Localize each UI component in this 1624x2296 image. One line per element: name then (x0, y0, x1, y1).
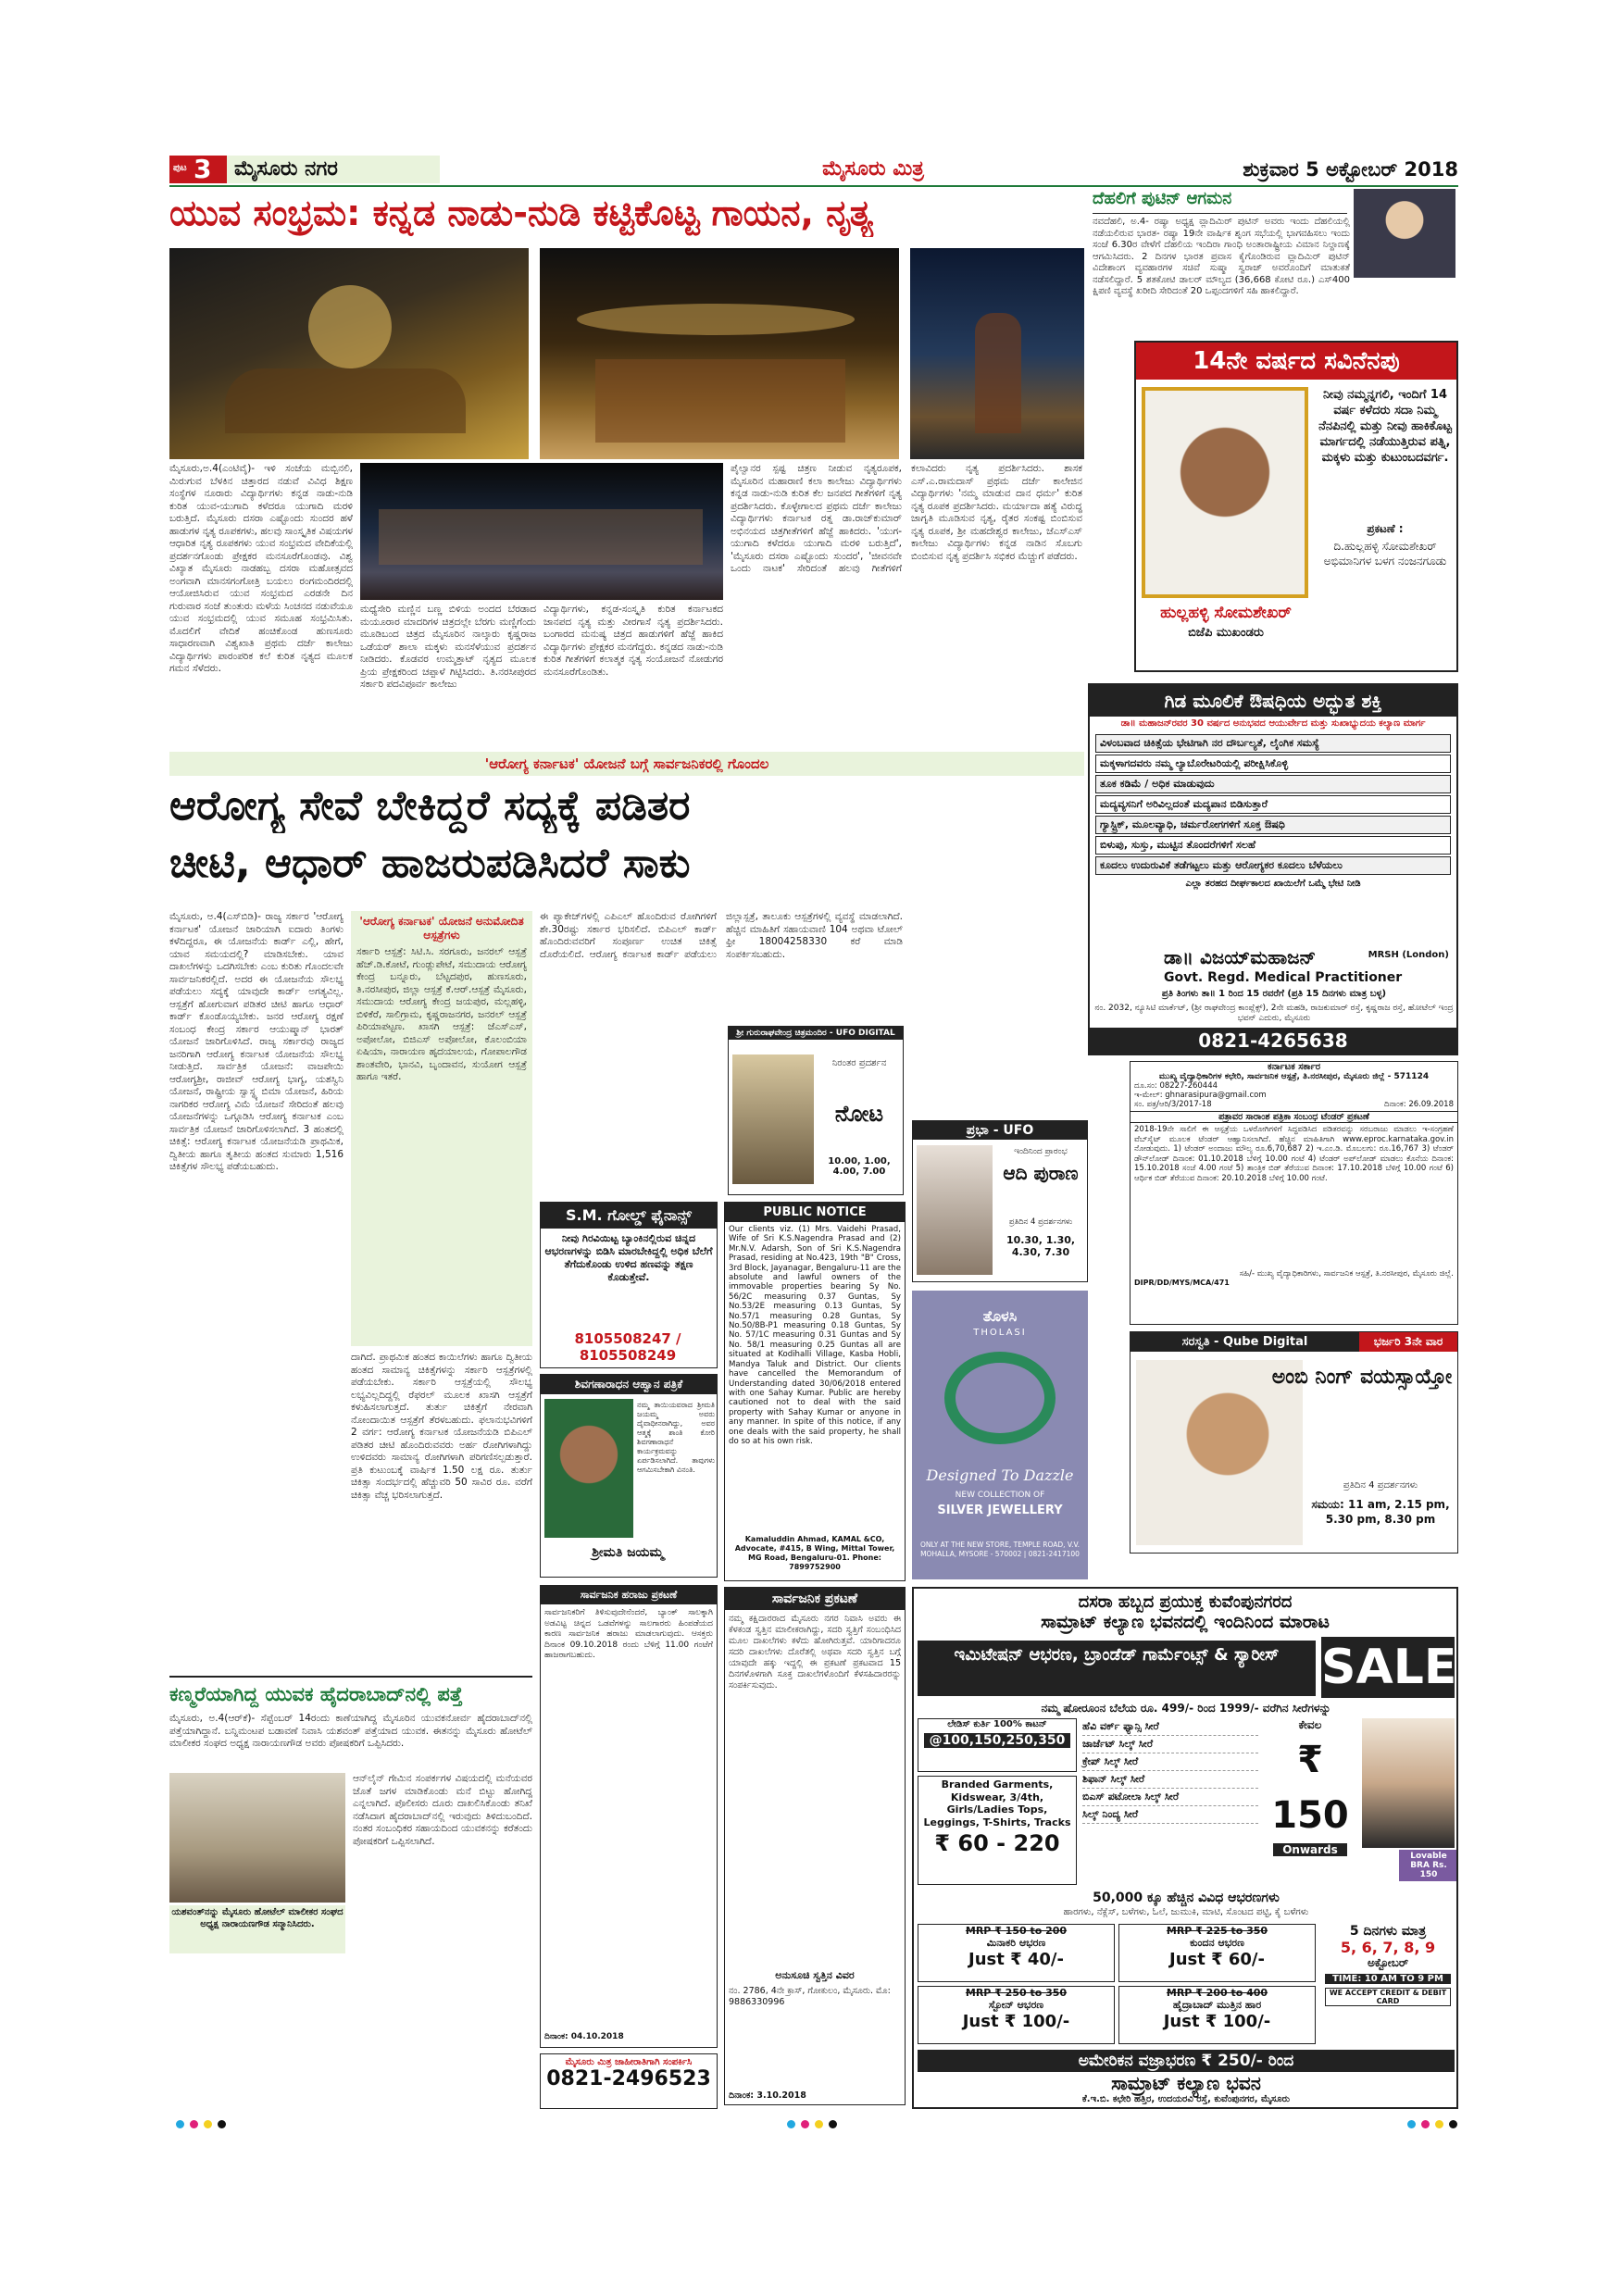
tender-body: 2018-19ನೇ ಸಾಲಿಗೆ ಈ ಆಸ್ಪತ್ರೆಯ ಒಳರೋಗಿಗಳಿಗೆ ಸಿದ್ಧಪಡಿಸಿದ ಪಡಿತರವನ್ನು ಸರಬರಾಜು ಮಾಡಲು ಇ-ಸಂಗ್ರಹಣೆ ವೆಬ್‌ಸೈಟ್ ಮೂಲಕ ಟೆಂಡರ್ ಆಹ್ವಾನಿಸಲಾಗಿದೆ. ಹೆಚ್ಚಿನ ಮಾಹಿತಿಗಾಗಿ www.eproc.karnataka.gov.in ನೋಡುವುದು. 1) ಟೆಂಡರ್ ಅಂದಾಜು ಮೌಲ್ಯ ರೂ.6,70,687 2) ಇ.ಎಂ.ಡಿ. ಮೊಬಲಗು: ರೂ.16,767 3) ಟೆಂಡರ್ ಡೌನ್‌ಲೋಡ್ ದಿನಾಂಕ: 01.10.2018 ಬೆಳಿಗ್ಗೆ 10.00 ಗಂಟೆ 4) ಟೆಂಡರ್ ಅಪ್‌ಲೋಡ್ ಮಾಡಲು ಕೊನೆಯ ದಿನಾಂಕ: 15.10.2018 ಸಂಜೆ 4.00 ಗಂಟೆ 5) ತಾಂತ್ರಿಕ ಬಿಡ್ ತೆರೆಯುವ ದಿನಾಂಕ: 17.10.2018 ಬೆಳಿಗ್ಗೆ 10.00 ಗಂಟೆ 6) ಆರ್ಥಿಕ ಬಿಡ್ ತೆರೆಯುವ ದಿನಾಂಕ: 20.10.2018 ಬೆಳಿಗ್ಗೆ 10.00 ಗಂಟೆ. (1134, 1125, 1454, 1183)
prabha-film: ಆದಿ ಪುರಾಣ (1003, 1162, 1079, 1184)
missing-photo (169, 1773, 345, 1903)
herbal-phone: 0821-4265638 (1090, 1028, 1456, 1054)
herbal-service-item: ಮದ್ಯವ್ಯಸನಿಗೆ ಅರಿವಿಲ್ಲದಂತೆ ಮದ್ಯಪಾನ ಬಿಡಿಸುತ್ತಾರೆ (1095, 795, 1451, 814)
main-headline: ಯುವ ಸಂಭ್ರಮ: ಕನ್ನಡ ನಾಡು-ನುಡಿ ಕಟ್ಟಿಕೊಟ್ಟ ಗಾಯನ, ನೃತ್ಯ (169, 193, 874, 233)
health-story-col2: ದಾಗಿದೆ. ಪ್ರಾಥಮಿಕ ಹಂತದ ಕಾಯಿಲೆಗಳು ಹಾಗೂ ದ್ವಿತೀಯ ಹಂತದ ಸಾಮಾನ್ಯ ಚಿಕಿತ್ಸೆಗಳನ್ನು ಸರ್ಕಾರಿ ಆಸ್ಪತ್ರೆಗಳಲ್ಲಿ ಪಡೆಯಬೇಕು. ಸರ್ಕಾರಿ ಆಸ್ಪತ್ರೆಯಲ್ಲಿ ಸೌಲಭ್ಯ ಲಭ್ಯವಿಲ್ಲದಿದ್ದಲ್ಲಿ ರೆಫರಲ್ ಮೂಲಕ ಖಾಸಗಿ ಆಸ್ಪತ್ರೆಗೆ ಕಳುಹಿಸಲಾಗುತ್ತದೆ. ತುರ್ತು ಚಿಕಿತ್ಸೆಗೆ ನೇರವಾಗಿ ನೋಂದಾಯಿತ ಆಸ್ಪತ್ರೆಗೆ ತೆರಳಬಹುದು. ಫಲಾನುಭವಿಗಳಿಗೆ 2 ವರ್ಗ: ಆರೋಗ್ಯ ಕರ್ನಾಟಕ ಯೋಜನೆಯಡಿ ಬಿಪಿಎಲ್ ಪಡಿತರ ಚೀಟಿ ಹೊಂದಿರುವವರು ಅರ್ಹ ರೋಗಿಗಳಾಗಿದ್ದು ಉಳಿದವರು ಸಾಮಾನ್ಯ ರೋಗಿಗಳಾಗಿ ಪರಿಗಣಿಸಲ್ಪಡುತ್ತಾರೆ. ಪ್ರತಿ ಕುಟುಂಬಕ್ಕೆ ವಾರ್ಷಿಕ 1.50 ಲಕ್ಷ ರೂ. ತುರ್ತು ಚಿಕಿತ್ಸಾ ಸಂದರ್ಭದಲ್ಲಿ ಹೆಚ್ಚುವರಿ 50 ಸಾವಿರ ರೂ. ವರೆಗೆ ಚಿಕಿತ್ಸಾ ವೆಚ್ಚ ಭರಿಸಲಾಗುತ್ತದೆ. (351, 1352, 532, 1501)
saraswathi-film: ಅಂಬಿ ನಿಂಗ್ ವಯಸ್ಸಾಯ್ತೋ (1271, 1366, 1453, 1389)
main-story-col1: ಮೈಸೂರು,ಅ.4(ಎಂಟಿವೈ)- ಇಳಿ ಸಂಜೆಯ ಮಬ್ಬಿನಲಿ, ಮಿರುಗುವ ಬೆಳಕಿನ ಚಿತ್ತಾರದ ನಡುವೆ ವಿವಿಧ ಶಿಕ್ಷಣ ಸಂಸ್ಥೆಗಳ ನೂರಾರು ವಿದ್ಯಾರ್ಥಿಗಳು ಕನ್ನಡ ನಾಡು-ನುಡಿ ಕುರಿತ ಯುವ-ಯುಗಾದಿ ಕಳೆದರೂ ಯುಗಾದಿ ಮರಳಿ ಬರುತ್ತಿದೆ. ಮೈಸೂರು ದಸರಾ ಎಷ್ಟೊಂದು ಸುಂದರ ಹಳೆ ಹಾಡುಗಳ ನೃತ್ಯ ರೂಪಕಗಳು, ಹಲವು ಸಾಂಸ್ಕೃತಿಕ ವಿಷಯಗಳ ಆಧಾರಿತ ನೃತ್ಯ ರೂಪಕಗಳು ಯುವ ಸಂಭ್ರಮದ ವೇದಿಕೆಯಲ್ಲಿ ಪ್ರದರ್ಶನಗೊಂಡು ಪ್ರೇಕ್ಷಕರ ಮನಸೂರೆಗೊಂಡವು. ವಿಶ್ವ ವಿಖ್ಯಾತ ಮೈಸೂರು ನಾಡಹಬ್ಬ ದಸರಾ ಮಹೋತ್ಸವದ ಅಂಗವಾಗಿ ಮಾನಸಗಂಗೋತ್ರಿ ಬಯಲು ರಂಗಮಂದಿರದಲ್ಲಿ ಆಯೋಜಿಸಿರುವ ಯುವ ಸಂಭ್ರಮದ ಎರಡನೇ ದಿನ ಗುರುವಾರ ಸಂಜೆ ತುಂತುರು ಮಳೆಯ ಸಿಂಚನದ ನಡುವೆಯೂ ಯುವ ಸಂಭ್ರಮದಲ್ಲಿ ಯುವ ಸಮೂಹ ಸಂಭ್ರಮಿಸಿತು. ಮೊದಲಿಗೆ ವೇದಿಕೆ ಹಂಚಿಕೊಂಡ ಹುಣಸೂರು ಸಾಧಾರಣವಾಗಿ ವಿಶ್ವಖಾತಿ ಪ್ರಥಮ ದರ್ಜೆ ಕಾಲೇಜು ವಿದ್ಯಾರ್ಥಿಗಳು ಪಾರಂಪರಿಕ ಕಲೆ ಕುರಿತ ನೃತ್ಯದ ಮೂಲಕ ಗಮನ ಸೆಳೆದರು. (169, 463, 353, 674)
section-label: ಮೈಸೂರು ನಗರ (227, 156, 440, 183)
sale-venue-address: ಕೆ.ಇ.ಬಿ. ಕಛೇರಿ ಹತ್ತಿರ, ಉದಯರವಿ ರಸ್ತೆ, ಕುವೆಂಪುನಗರ, ಮೈಸೂರು (1081, 2094, 1291, 2104)
main-story-col4: ಪೈಲ್ವಾನರ ಸ್ಪಷ್ಟ ಚಿತ್ರಣ ನೀಡುವ ನೃತ್ಯರೂಪಕ, ಮೈಸೂರಿನ ಮಹಾರಾಣಿ ಕಲಾ ಕಾಲೇಜು ವಿದ್ಯಾರ್ಥಿಗಳು ಕನ್ನಡ ನಾಡು-ನುಡಿ ಕುರಿತ ಕೆಲ ಜನಪದ ಗೀತೆಗಳಿಗೆ ನೃತ್ಯ ಪ್ರದರ್ಶಿಸಿದರು. ಕೊಳ್ಳೇಗಾಲದ ಪ್ರಥಮ ದರ್ಜೆ ಕಾಲೇಜು ವಿದ್ಯಾರ್ಥಿಗಳು ಕರ್ನಾಟಕ ರತ್ನ ಡಾ.ರಾಜ್‌ಕುಮಾರ್ ಅಭಿನಯದ ಚಿತ್ರಗೀತೆಗಳಿಗೆ ಹೆಜ್ಜೆ ಹಾಕಿದರು. 'ಯುಗ-ಯುಗಾದಿ ಕಳೆದರೂ ಯುಗಾದಿ ಮರಳಿ ಬರುತ್ತಿದೆ', 'ಮೈಸೂರು ದಸರಾ ಎಷ್ಟೊಂದು ಸುಂದರ', 'ಜೀವನವೇ ಒಂದು ನಾಟಕ' ಸೇರಿದಂತೆ ಹಲವು ಗೀತೆಗಳಿಗೆ ಕಲಾವಿದರು ನೃತ್ಯ ಪ್ರದರ್ಶಿಸಿದರು. ಶಾಸಕ ಎಸ್.ಎ.ರಾಮದಾಸ್ ಪ್ರಥಮ ದರ್ಜೆ ಕಾಲೇಜಿನ ವಿದ್ಯಾರ್ಥಿಗಳು 'ನಮ್ಮ ಮಾಡುವ ದಾನ ಧರ್ಮ' ಕುರಿತ ನೃತ್ಯ ರೂಪಕ ಪ್ರದರ್ಶಿಸಿದರು. ಮರ್ಯಾದಾ ಹತ್ಯೆ ವಿರುದ್ಧ ಜಾಗೃತಿ ಮೂಡಿಸುವ ನೃತ್ಯ, ರೈತರ ಸಂಕಷ್ಟ ಬಿಂಬಿಸುವ ನೃತ್ಯ ರೂಪಕ, ಶ್ರೀ ಮಹದೇಶ್ವರ ಕಾಲೇಜು, ಜೆಎಸ್ಎಸ್ ಕಾಲೇಜು ವಿದ್ಯಾರ್ಥಿಗಳು ಕನ್ನಡ ನಾಡಿನ ಸೊಬಗು ಬಿಂಬಿಸುವ ನೃತ್ಯ ಪ್ರದರ್ಶಿಸಿ ಸಭಿಕರ ಮೆಚ್ಚುಗೆ ಪಡೆದರು. (731, 463, 1082, 574)
tender-ref: ಸಂ. ಪತ್ರ/ಆರಿ/3/2017-18 (1134, 1100, 1212, 1109)
main-story-col3: ವಿದ್ಯಾರ್ಥಿಗಳು, ಕನ್ನಡ-ಸಂಸ್ಕೃತಿ ಕುರಿತ ಕರ್ನಾಟಕದ ಜಾನಪದ ನೃತ್ಯ ಮತ್ತು ವೀರಗಾಸೆ ನೃತ್ಯ ಪ್ರದರ್ಶಿಸಿದರು. ಬಂಗಾರದ ಮನುಷ್ಯ ಚಿತ್ರದ ಹಾಡುಗಳಿಗೆ ಹೆಜ್ಜೆ ಹಾಕಿದ ವಿದ್ಯಾರ್ಥಿಗಳು ಪ್ರೇಕ್ಷಕರ ಮನಗೆದ್ದರು. ಕನ್ನಡದ ನಾಡು-ನುಡಿ ಕುರಿತ ಗೀತೆಗಳಿಗೆ ಕಲಾತ್ಮಕ ನೃತ್ಯ ಸಂಯೋಜನೆ ನೋಡುಗರ ಮನಸೂರೆಗೊಂಡಿತು. (543, 604, 723, 678)
cinema-ad-title: ಶ್ರೀ ಗುರುರಾಘವೇಂದ್ರ ಚಿತ್ರಮಂದಿರ - UFO DIGITAL (729, 1027, 903, 1040)
tender-phone: ದೂ.ಸಂ: 08227-260444 (1134, 1081, 1218, 1091)
prabha-poster (917, 1145, 993, 1275)
registration-dot-yellow (815, 2120, 823, 2128)
putin-story (1093, 189, 1458, 339)
registration-dot-cyan (176, 2120, 184, 2128)
sale-days-block: 5 ದಿನಗಳು ಮಾತ್ರ 5, 6, 7, 8, 9 ಅಕ್ಟೋಬರ್ TIME: 10 AM TO 9 PM WE ACCEPT CREDIT & DEBIT CARD (1321, 1924, 1455, 2044)
health-story-col1: ಮೈಸೂರು, ಅ.4(ಎಸ್‌ಬಿಡಿ)- ರಾಜ್ಯ ಸರ್ಕಾರ 'ಆರೋಗ್ಯ ಕರ್ನಾಟಕ' ಯೋಜನೆ ಜಾರಿಯಾಗಿ ಐದಾರು ತಿಂಗಳು ಕಳೆದಿದ್ದರೂ, ಈ ಯೋಜನೆಯ ಕಾರ್ಡ್ ಎಲ್ಲಿ, ಹೇಗೆ, ಯಾವ ಸಮಯದಲ್ಲಿ? ಮಾಡಿಸಬೇಕು. ಯಾವ ದಾಖಲೆಗಳನ್ನು ಒದಗಿಸಬೇಕು ಎಂಬ ಕುರಿತು ಗೊಂದಲವೇ ಸಾರ್ವಜನಿಕರಲ್ಲಿದೆ. ಅದರ ಈ ಯೋಜನೆಯ ಸೌಲಭ್ಯ ಪಡೆಯಲು ಸದ್ಯಕ್ಕೆ ಯಾವುದೇ ಕಾರ್ಡ್ ಅಗತ್ಯವಿಲ್ಲ. ಆಸ್ಪತ್ರೆಗೆ ಹೋಗುವಾಗ ಪಡಿತರ ಚೀಟಿ ಹಾಗೂ ಆಧಾರ್ ಕಾರ್ಡ್ ಕೊಂಡೊಯ್ಯಬೇಕು. ಜನರ ಆರೋಗ್ಯ ರಕ್ಷಣೆ ಸಂಬಂಧ ಕೇಂದ್ರ ಸರ್ಕಾರ ಆಯುಷ್ಮಾನ್ ಭಾರತ್ ಯೋಜನೆ ಜಾರಿಗೊಳಿಸಿದೆ. ರಾಜ್ಯ ಸರ್ಕಾರವು ರಾಜ್ಯದ ಜನರಿಗಾಗಿ ಆರೋಗ್ಯ ಕರ್ನಾಟಕ ಯೋಜನೆಯ ಸೌಲಭ್ಯ ನೀಡುತ್ತಿದೆ. ಸಾರ್ವತ್ರಿಕ ಯೋಜನೆ: ವಾಜಪೇಯಿ ಆರೋಗ್ಯಶ್ರೀ, ರಾಜೀವ್ ಆರೋಗ್ಯ ಭಾಗ್ಯ, ಯಶಸ್ವಿನಿ ಯೋಜನೆ, ರಾಷ್ಟ್ರೀಯ ಸ್ವಾಸ್ಥ್ಯ ಬಿಮಾ ಯೋಜನೆ, ಹಿರಿಯ ನಾಗರಿಕರ ಆರೋಗ್ಯ ವಿಮೆ ಯೋಜನೆ ಸೇರಿದಂತೆ ಹಲವು ಯೋಜನೆಗಳನ್ನು ಒಗ್ಗೂಡಿಸಿ ಆರೋಗ್ಯ ಕರ್ನಾಟಕ ಎಂಬ ಸಾರ್ವತ್ರಿಕ ಯೋಜನೆ ಜಾರಿಗೊಳಿಸಲಾಗಿದೆ. 3 ಹಂತದಲ್ಲಿ ಚಿಕಿತ್ಸೆ: ಆರೋಗ್ಯ ಕರ್ನಾಟಕ ಯೋಜನೆಯಡಿ ಪ್ರಾಥಮಿಕ, ದ್ವಿತೀಯ ಹಾಗೂ ತೃತೀಯ ಹಂತದ ಸುಮಾರು 1,516 ಚಿಕಿತ್ಸೆಗಳ ಸೌಲಭ್ಯ ಪಡೆಯಬಹುದು. (169, 911, 344, 1172)
sale-word: SALE (1321, 1637, 1455, 1698)
herbal-practitioner: Govt. Regd. Medical Practitioner (1164, 970, 1403, 985)
public-notice-title: PUBLIC NOTICE (725, 1203, 905, 1222)
sale-ad (912, 1587, 1458, 2109)
memorial-ad (1134, 341, 1458, 672)
memorial-title: 14ನೇ ವರ್ಷದ ಸವಿನೆನಪು (1136, 343, 1456, 380)
putin-story-title: ದೆಹಲಿಗೆ ಪುಟಿನ್ ಆಗಮನ (1093, 189, 1347, 214)
sale-offer-price: Just ₹ 100/- (962, 2012, 1070, 2031)
sale-price-note: ನಮ್ಮ ಷೋರೂಂನ ಬೆಲೆಯ ರೂ. 499/- ರಿಂದ 1999/- ವರೆಗಿನ ಸೀರೆಗಳನ್ನು (1041, 1702, 1331, 1715)
sale-saree-item: ಕ್ರೇಪ್ ಸಿಲ್ಕ್ ಸೀರೆ (1082, 1753, 1258, 1771)
sale-bra-badge: Lovable BRA Rs. 150 (1399, 1850, 1458, 1881)
health-sidebar-title: 'ಆರೋಗ್ಯ ಕರ್ನಾಟಕ' ಯೋಜನೆ ಅನುಮೋದಿತ ಆಸ್ಪತ್ರೆಗಳು (359, 915, 524, 942)
sale-saree-list (1082, 1718, 1258, 1885)
sale-price-block: ಕೇವಲ ₹ 150 Onwards (1271, 1718, 1349, 1856)
finance-body: ನೀವು ಗಿರವಿಯಿಟ್ಟ ಬ್ಯಾಂಕಿನಲ್ಲಿರುವ ಚಿನ್ನದ ಆಭರಣಗಳನ್ನು ಬಿಡಿಸಿ ಮಾರಬೇಕಿದ್ದಲ್ಲಿ ಅಧಿಕ ಬೆಲೆಗೆ ತೆಗೆದುಕೊಂಡು ಉಳಿದ ಹಣವನ್ನು ತಕ್ಷಣ ಕೊಡುತ್ತೇವೆ. (544, 1232, 713, 1283)
prabha-times: 10.30, 1.30, 4.30, 7.30 (1006, 1234, 1076, 1258)
cinema-poster (732, 1054, 814, 1184)
herbal-doctor: ಡಾ॥ ವಿಜಯ್‌ಮಹಾಜನ್ (1164, 946, 1317, 968)
obituary-title: ಶಿವಗಣಾರಾಧನ ಆಹ್ವಾನ ಪತ್ರಿಕೆ (541, 1375, 717, 1394)
dance-photo-1 (169, 248, 529, 459)
memorial-name: ಹುಲ್ಲಹಳ್ಳಿ ಸೋಮಶೇಖರ್ (1160, 604, 1292, 622)
sale-offer-item: ಹೈದ್ರಾಬಾದ್ ಮುತ್ತಿನ ಹಾರ (1172, 1999, 1262, 2011)
health-headline-1: ಆರೋಗ್ಯ ಸೇವೆ ಬೇಕಿದ್ದರೆ ಸದ್ಯಕ್ಕೆ ಪಡಿತರ (169, 782, 691, 830)
auction-notice (540, 1585, 718, 2048)
page-number-badge: ಪುಟ 3 (169, 156, 227, 183)
health-headline-2: ಚೀಟಿ, ಆಧಾರ್ ಹಾಜರುಪಡಿಸಿದರೆ ಸಾಕು (169, 840, 691, 887)
tholasi-tag2: NEW COLLECTION OF (955, 1491, 1045, 1500)
registration-dot-magenta (190, 2120, 198, 2128)
herbal-footer-note: ಎಲ್ಲಾ ತರಹದ ದೀರ್ಘಕಾಲದ ಖಾಯಿಲೆಗೆ ಒಮ್ಮೆ ಭೇಟಿ ನೀಡಿ (1185, 879, 1361, 889)
registration-dot-black (218, 2120, 226, 2128)
public-notice-kn (724, 1587, 906, 2105)
sale-offer-mrp: MRP ₹ 250 to 350 (965, 1987, 1068, 1999)
missing-headline: ಕಣ್ಮರೆಯಾಗಿದ್ದ ಯುವಕ ಹೈದರಾಬಾದ್‌ನಲ್ಲಿ ಪತ್ತೆ (169, 1676, 532, 1709)
herbal-service-item: ಬಿಳುಪು, ಸುಸ್ತು, ಮುಟ್ಟಿನ ತೊಂದರೆಗಳಿಗೆ ಸಲಹೆ (1095, 836, 1451, 855)
cinema-ad-prabha (912, 1120, 1088, 1282)
sale-offer-item: ಸ್ಟೋನ್ ಆಭರಣ (988, 1999, 1044, 2011)
saraswathi-title: ಸರಸ್ವತಿ - Qube Digital (1131, 1332, 1359, 1352)
herbal-subtitle: ಡಾ॥ ಮಹಾಜನ್‌ರವರ 30 ವರ್ಷದ ಅನುಭವದ ಆಯುರ್ವೇದ ಮತ್ತು ಸುಖಾಭ್ಯುದಯ ಕಲ್ಯಾಣ ಮಾರ್ಗ (1120, 718, 1426, 729)
finance-ad (540, 1202, 718, 1368)
cinema-tagline: ನಿರಂತರ ಪ್ರದರ್ಶನ (831, 1058, 887, 1068)
public-notice-en (724, 1202, 906, 1581)
auction-body: ಸಾರ್ವಜನಿಕರಿಗೆ ತಿಳಿಸುವುದೇನೆಂದರೆ, ಬ್ಯಾಂಕ್ ಸಾಲಕ್ಕಾಗಿ ಅಡವಿಟ್ಟ ಚಿನ್ನದ ಒಡವೆಗಳನ್ನು ಸಾಲಗಾರರು ಹಿಂಪಡೆಯದ ಕಾರಣ ಸಾರ್ವಜನಿಕ ಹರಾಜು ಮಾಡಲಾಗುವುದು. ಆಸಕ್ತರು ದಿನಾಂಕ 09.10.2018 ರಂದು ಬೆಳಿಗ್ಗೆ 11.00 ಗಂಟೆಗೆ ಹಾಜರಾಗಬಹುದು. (544, 1608, 713, 1660)
sale-kids-box: Branded Garments, Kidswear, 3/4th, Girls/Ladies Tops, Leggings, T-Shirts, Tracks ₹ 60 - 220 (918, 1776, 1077, 1885)
putin-photo (1354, 189, 1455, 278)
prabha-title: ಪ್ರಭಾ - UFO (913, 1121, 1087, 1140)
sale-saree-item: ಬಿಎಸ್ ಪಟೋಲಾ ಸಿಲ್ಕ್ ಸೀರೆ (1082, 1789, 1258, 1806)
cinema-ad-saraswathi (1130, 1331, 1458, 1554)
memorial-message: ನೀವು ನಮ್ಮನ್ನಗಲಿ, ಇಂದಿಗೆ 14 ವರ್ಷ ಕಳೆದರು ಸದಾ ನಿಮ್ಮ ನೆನಪಿನಲ್ಲಿ ಮತ್ತು ನೀವು ಹಾಕಿಕೊಟ್ಟ ಮಾರ್ಗದಲ್ಲಿ ನಡೆಯುತ್ತಿರುವ ಪತ್ನಿ, ಮಕ್ಕಳು ಮತ್ತು ಕುಟುಂಬದವರ್ಗ. (1318, 388, 1452, 465)
sale-ladies-box: ಲೇಡಿಸ್ ಕುರ್ತಿ 100% ಕಾಟನ್ @100,150,250,350 (918, 1718, 1077, 1772)
herbal-timing: ಪ್ರತಿ ತಿಂಗಳು ತಾ॥ 1 ರಿಂದ 15 ರವರೆಗೆ (ಪ್ರತಿ 15 ದಿನಗಳು ಮಾತ್ರ ಬಳ್ಳ) (1161, 989, 1387, 999)
sale-jewellery-count: 50,000 ಕ್ಕೂ ಹೆಚ್ಚಿನ ವಿವಿಧ ಆಭರಣಗಳು (1093, 1890, 1280, 1905)
sale-saree-item: ಜಾರ್ಜೆಟ್ ಸಿಲ್ಕ್ ಸೀರೆ (1082, 1736, 1258, 1753)
contact-phone: 0821-2496523 (546, 2067, 711, 2090)
tender-notice-title: ಪತ್ರಾವರ ಸಾರಾಂಶ ಪತ್ರಿಕಾ ಸಂಬಂಧ ಟೆಂಡರ್ ಪ್ರಕಟಣೆ (1131, 1111, 1457, 1123)
memorial-party: ಬಿಜೆಪಿ ಮುಖಂಡರು (1188, 626, 1264, 640)
sale-jewellery-types: ಹಾರಗಳು, ನೆಕ್ಲೆಸ್, ಬಳೆಗಳು, ಓಲೆ, ಜುಮುಕಿ, ಮಾಟಿ, ಸೊಂಟದ ಪಟ್ಟಿ, ಕೈ ಬಳೆಗಳು (1063, 1907, 1309, 1917)
health-sidebar-body: ಸರ್ಕಾರಿ ಆಸ್ಪತ್ರೆ: ಸಿಟಿ.ಸಿ. ಸರಗೂರು, ಜನರಲ್ ಆಸ್ಪತ್ರೆ ಹೆಚ್.ಡಿ.ಕೋಟೆ, ಗುಂಡ್ಲುಪೇಟೆ, ಸಮುದಾಯ ಆರೋಗ್ಯ ಕೇಂದ್ರ ಬನ್ನೂರು, ಬೆಟ್ಟದಪುರ, ಹುಣಸೂರು, ತಿ.ನರಸೀಪುರ, ಜಿಲ್ಲಾ ಆಸ್ಪತ್ರೆ ಕೆ.ಆರ್.ಆಸ್ಪತ್ರೆ ಮೈಸೂರು, ಸಮುದಾಯ ಆರೋಗ್ಯ ಕೇಂದ್ರ ಜಯಪುರ, ಮಲ್ಲಹಳ್ಳಿ, ಬಿಳಿಕೆರೆ, ಸಾಲಿಗ್ರಾಮ, ಕೃಷ್ಣರಾಜನಗರ, ಜನರಲ್ ಆಸ್ಪತ್ರೆ ಪಿರಿಯಾಪಟ್ಟಣ. ಖಾಸಗಿ ಆಸ್ಪತ್ರೆ: ಜೆಎಸ್‌ಎಸ್, ಅಪೋಲೋ, ಬಿಜಿಎಸ್ ಅಪೋಲೋ, ಕೊಲಂಬಿಯಾ ಏಷಿಯಾ, ನಾರಾಯಣ ಹೃದಯಾಲಯ, ಗೋಪಾಲಗೌಡ ಶಾಂತವೇರಿ, ಭಾನವಿ, ಬೃಂದಾವನ, ಸುಯೋಗ ಆಸ್ಪತ್ರೆ ಹಾಗೂ ಇತರೆ. (356, 946, 527, 1082)
tholasi-ad (912, 1291, 1088, 1579)
sale-model-image (1362, 1718, 1455, 1848)
sale-offer-box (1118, 1924, 1316, 1982)
tholasi-logo: ತೊಳಸಿ (982, 1307, 1018, 1325)
tholasi-logo-en: THOLASI (973, 1328, 1027, 1338)
sale-offer-box (1118, 1986, 1316, 2044)
registration-dot-yellow (204, 2120, 212, 2128)
cinema-ad-guruvagavendra (728, 1026, 904, 1195)
saraswathi-note: ಪ್ರತಿದಿನ 4 ಪ್ರದರ್ಶನಗಳು (1343, 1480, 1418, 1491)
prabha-note: ಪ್ರತಿದಿನ 4 ಪ್ರದರ್ಶನಗಳು (1008, 1217, 1073, 1227)
missing-caption: ಯಶವಂತ್‌ನನ್ನು ಮೈಸೂರು ಹೋಟೆಲ್ ಮಾಲೀಕರ ಸಂಘದ ಅಧ್ಯಕ್ಷ ನಾರಾಯಣಗೌಡ ಸನ್ಮಾನಿಸಿದರು. (169, 1905, 345, 1953)
dance-photo-3 (910, 248, 1084, 459)
dance-photo-4 (360, 463, 723, 600)
cinema-film: ನೋಟ (834, 1101, 884, 1127)
memorial-sender-label: ಪ್ರಕಟಣೆ : (1367, 522, 1404, 535)
tender-email: ಇ-ಮೇಲ್: ghnarasipura@gmail.com (1134, 1091, 1267, 1100)
contact-label: ಮೈಸೂರು ಮಿತ್ರ ಜಾಹೀರಾತಿಗಾಗಿ ಸಂಪರ್ಕಿಸಿ (565, 2057, 693, 2067)
registration-dot-cyan (1407, 2120, 1416, 2128)
obituary-name: ಶ್ರೀಮತಿ ಜಯಮ್ಮ (592, 1545, 664, 1560)
prabha-label: ಇಂದಿನಿಂದ ಪ್ರಾರಂಭ (1014, 1147, 1068, 1156)
public-notice-kn-schedule: ಅನುಸೂಚಿ ಸ್ವತ್ತಿನ ವಿವರ (775, 1969, 855, 1981)
obituary-photo (544, 1399, 633, 1538)
putin-story-body: ನವದೆಹಲಿ, ಅ.4- ರಷ್ಯಾ ಅಧ್ಯಕ್ಷ ವ್ಲಾದಿಮಿರ್ ಪುಟಿನ್ ಅವರು ಇಂದು ದೆಹಲಿಯಲ್ಲಿ ನಡೆಯಲಿರುವ ಭಾರತ- ರಷ್ಯಾ 19ನೇ ವಾರ್ಷಿಕ ಶೃಂಗ ಸಭೆಯಲ್ಲಿ ಭಾಗವಹಿಸಲು ಇಂದು ಸಂಜೆ 6.30ರ ವೇಳೆಗೆ ದೆಹಲಿಯ ಇಂದಿರಾ ಗಾಂಧಿ ಅಂತಾರಾಷ್ಟ್ರೀಯ ವಿಮಾನ ನಿಲ್ದಾಣಕ್ಕೆ ಆಗಮಿಸಿದರು. 2 ದಿನಗಳ ಭಾರತ ಪ್ರವಾಸ ಕೈಗೊಂಡಿರುವ ವ್ಲಾದಿಮಿರ್ ಪುಟಿನ್ ವಿದೇಶಾಂಗ ವ್ಯವಹಾರಗಳ ಸಚಿವೆ ಸುಷ್ಮಾ ಸ್ವರಾಜ್ ಅವರೊಂದಿಗೆ ಮಾತುಕತೆ ನಡೆಸಲಿದ್ದಾರೆ. 5 ಶತಕೋಟಿ ಡಾಲರ್ ಮೌಲ್ಯದ (36,668 ಕೋಟಿ ರೂ.) ಎಸ್400 ಕ್ಷಿಪಣಿ ವ್ಯವಸ್ಥೆ ಖರೀದಿ ಸೇರಿದಂತೆ 20 ಒಪ್ಪಂದಗಳಿಗೆ ಸಹಿ ಹಾಕಲಿದ್ದಾರೆ. (1093, 217, 1350, 296)
registration-dot-black (1449, 2120, 1457, 2128)
sale-offer-mrp: MRP ₹ 225 to 350 (1166, 1925, 1268, 1937)
herbal-address: ನಂ. 2032, ನ್ಯೂಸಿಟಿ ಮಾರ್ಕೆಟ್, (ಶ್ರೀ ರಾಘವೇಂದ್ರ ಕಾಂಪ್ಲೆಕ್ಸ್), 2ನೇ ಮಹಡಿ, ರಾಜಕುಮಾರ್ ರಸ್ತೆ, ಕೃಷ್ಣರಾಜ ರಸ್ತೆ, ಹೋಟೆಲ್ ಇಂದ್ರ ಭವನ್ ಎದುರು, ಮೈಸೂರು (1094, 1004, 1454, 1023)
sale-offer-box (918, 1924, 1115, 1982)
memorial-sender: ದಿ.ಹುಲ್ಲಹಳ್ಳಿ ಸೋಮಶೇಖರ್ ಅಭಿಮಾನಿಗಳ ಬಳಗ ನಂಜನಗೂಡು (1323, 540, 1447, 568)
saraswathi-times: ಸಮಯ: 11 am, 2.15 pm, 5.30 pm, 8.30 pm (1311, 1498, 1450, 1526)
tender-notice (1130, 1061, 1458, 1325)
public-notice-kn-address: ನಂ. 2786, 4ನೇ ಕ್ರಾಸ್, ಗೋಕುಲಂ, ಮೈಸೂರು. ಮೊ: 9886330996 (729, 1986, 891, 2007)
sale-combo: ಅಮೇರಿಕನ ವಜ್ರಾಭರಣ ₹ 250/- ರಿಂದ (918, 2050, 1455, 2072)
sale-offer-item: ಮಿನಾಕರಿ ಆಭರಣ (986, 1937, 1046, 1949)
obituary-ad (540, 1374, 718, 1578)
sale-offer-box (918, 1986, 1115, 2044)
health-sidebar (351, 911, 532, 1346)
sale-offer-price: Just ₹ 60/- (1169, 1950, 1265, 1969)
public-notice-advocate: Kamaluddin Ahmad, KAMAL &CO, Advocate, #415, B Wing, Mittal Tower, MG Road, Bengaluru-01. Phone: 7899752900 (734, 1535, 895, 1571)
main-story-col2: ಮಧ್ಯೆಸೇರಿ ಮಣ್ಣಿನ ಬಣ್ಣ ಬಿಳಿಯ ಅಂದದ ಬೆರಡಾದ ಮಯೂರಾರ ಮಾದರಿಗಳ ಚಿತ್ರದಲ್ಲೇ ಬೆರಗು ಮಣ್ಣಿಗೆಂದು ಮೂಡಿಬಂದ ಚಿತ್ರದ ಮೈಸೂರಿನ ನಾಲ್ಕಾರು ಕೃಷ್ಣರಾಜ ಒಡೆಯರ್ ಶಾಲಾ ಮಕ್ಕಳು ಮನಸೆಳೆಯುವ ಪ್ರದರ್ಶನ ನೀಡಿದರು. ಕೊಡವರ ಉಮ್ಮತ್ತಾಟ್ ನೃತ್ಯದ ಮೂಲಕ ಪ್ರಿಯ ಪ್ರೇಕ್ಷಕರಿಂದ ಚಪ್ಪಾಳೆ ಗಿಟ್ಟಿಸಿದರು. ತಿ.ನರಸೀಪುರದ ಸರ್ಕಾರಿ ಪದವಿಪೂರ್ವ ಕಾಲೇಜು (360, 604, 536, 690)
public-notice-kn-date: ದಿನಾಂಕ: 3.10.2018 (729, 2090, 806, 2101)
tholasi-bangle-image (944, 1352, 1056, 1444)
auction-title: ಸಾರ್ವಜನಿಕ ಹರಾಜು ಪ್ರಕಟಣೆ (541, 1586, 717, 1604)
finance-phone: 8105508247 / 8105508249 (574, 1330, 681, 1364)
missing-body-1: ಮೈಸೂರು, ಅ.4(ಆರ್‌ಕೆ)- ಸೆಪ್ಟೆಂಬರ್ 14ರಂದು ಕಾಣೆಯಾಗಿದ್ದ ಮೈಸೂರಿನ ಯುವಕನೋರ್ವ ಹೈದರಾಬಾದ್‌ನಲ್ಲಿ ಪತ್ತೆಯಾಗಿದ್ದಾನೆ. ಬನ್ನಿಮಂಟಪ ಬಡಾವಣೆ ನಿವಾಸಿ ಯಶವಂತ್ ಪತ್ತೆಯಾದ ಯುವಕ. ಈತನನ್ನು ಮೈಸೂರು ಹೋಟೆಲ್ ಮಾಲೀಕರ ಸಂಘದ ಅಧ್ಯಕ್ಷ ನಾರಾಯಣಗೌಡ ಅವರು ಪೋಷಕರಿಗೆ ಒಪ್ಪಿಸಿದರು. (169, 1713, 532, 1749)
herbal-title: ಗಿಡ ಮೂಲಿಕೆ ಔಷಧಿಯ ಅದ್ಭುತ ಶಕ್ತಿ (1090, 685, 1456, 717)
tender-date: ದಿನಾಂಕ: 26.09.2018 (1383, 1100, 1454, 1109)
herbal-qual: MRSH (London) (1368, 950, 1449, 960)
sale-offer-price: Just ₹ 40/- (968, 1950, 1064, 1969)
tender-org: ಕರ್ನಾಟಕ ಸರ್ಕಾರ (1267, 1062, 1321, 1072)
herbal-service-item: ತೂಕ ಕಡಿಮೆ / ಅಧಿಕ ಮಾಡುವುದು (1095, 775, 1451, 793)
masthead: ಮೈಸೂರು ಮಿತ್ರ (822, 157, 924, 181)
tholasi-tag3: SILVER JEWELLERY (937, 1504, 1063, 1517)
tender-code: DIPR/DD/MYS/MCA/471 (1134, 1279, 1230, 1287)
sale-intro-1: ದಸರಾ ಹಬ್ಬದ ಪ್ರಯುಕ್ತ ಕುವೆಂಪುನಗರದ (1078, 1592, 1293, 1612)
tholasi-address: ONLY AT THE NEW STORE, TEMPLE ROAD, V.V. MOHALLA, MYSORE - 570002 | 0821-2417100 (920, 1541, 1080, 1558)
contact-ad (540, 2053, 718, 2109)
sale-offer-mrp: MRP ₹ 150 to 200 (965, 1925, 1068, 1937)
dance-photo-2 (540, 248, 899, 459)
sale-offer-mrp: MRP ₹ 200 to 400 (1166, 1987, 1268, 1999)
memorial-photo (1142, 387, 1308, 598)
public-notice-kn-body: ನಮ್ಮ ಕಕ್ಷಿದಾರರಾದ ಮೈಸೂರು ನಗರ ನಿವಾಸಿ ಅವರು ಈ ಕೆಳಕಂಡ ಸ್ವತ್ತಿನ ಮಾಲೀಕರಾಗಿದ್ದು, ಸದರಿ ಸ್ವತ್ತಿಗೆ ಸಂಬಂಧಿಸಿದ ಮೂಲ ದಾಖಲೆಗಳು ಕಳೆದು ಹೋಗಿರುತ್ತವೆ. ಯಾರಿಗಾದರೂ ಸದರಿ ದಾಖಲೆಗಳು ದೊರೆತಲ್ಲಿ ಅಥವಾ ಸದರಿ ಸ್ವತ್ತಿನ ಬಗ್ಗೆ ಯಾವುದೇ ಹಕ್ಕು ಇದ್ದಲ್ಲಿ ಈ ಪ್ರಕಟಣೆ ಪ್ರಕಟವಾದ 15 ದಿನಗಳೊಳಗಾಗಿ ಸೂಕ್ತ ದಾಖಲೆಗಳೊಂದಿಗೆ ಕೆಳಸಹಿದಾರರನ್ನು ಸಂಪರ್ಕಿಸುವುದು. (729, 1614, 901, 1691)
sale-offer-price: Just ₹ 100/- (1163, 2012, 1271, 2031)
health-kicker: 'ಆರೋಗ್ಯ ಕರ್ನಾಟಕ' ಯೋಜನೆ ಬಗ್ಗೆ ಸಾರ್ವಜನಿಕರಲ್ಲಿ ಗೊಂದಲ (169, 752, 1084, 776)
tholasi-tag1: Designed To Dazzle (926, 1466, 1074, 1484)
public-notice-body: Our clients viz. (1) Mrs. Vaidehi Prasad, Wife of Sri K.S.Nagendra Prasad and (2) Mr.N.V. Adarsh, Son of Sri K.S.Nagendra Prasad, residing at No.423, 19th "B" Cross, 3rd Block, Jayanagar, Bengaluru-11 are the absolute and lawful owners of the immovable properties bearing Sy No. 56/2C measuring 0.37 Guntas, Sy No.53/2E measuring 0.13 Guntas, Sy No.57/1 measuring 0.28 Guntas, Sy No.50/8B-P1 measuring 0.18 Guntas, Sy No. 57/1C measuring 0.31 Guntas and Sy No. 58/1 measuring 0.25 Guntas all are situated at Kodihalli Village, Kasba Hobli, Mandya Taluk and District. Our clients have cancelled the Memorandum of Understanding dated 30/06/2018 entered with one Sahay Kumar. Public are hereby cautioned not to deal with the said property with Sahay Kumar or anyone in any manner. In spite of this notice, if any one deals with the said property, he shall do so at his own risk. (729, 1225, 901, 1446)
saraswathi-badge: ಭರ್ಜರಿ 3ನೇ ವಾರ (1359, 1332, 1457, 1352)
header-rule (169, 185, 1458, 187)
registration-dot-magenta (801, 2120, 809, 2128)
herbal-services-list (1090, 730, 1456, 879)
sale-offer-item: ಕುಂದನ ಆಭರಣ (1190, 1937, 1244, 1949)
sale-saree-item: ಸಿಲ್ಕ್ ನಿಂದ್ಯ ಸೀರೆ (1082, 1806, 1258, 1824)
sale-bar: ಇಮಿಟೇಷನ್ ಆಭರಣ, ಬ್ರಾಂಡೆಡ್ ಗಾರ್ಮೆಂಟ್ಸ್ & ಸ್ಯಾರೀಸ್ (918, 1641, 1316, 1696)
finance-title: S.M. ಗೋಲ್ಡ್ ಫೈನಾನ್ಸ್ (541, 1203, 717, 1229)
herbal-service-item: ಮಕ್ಕಳಾಗದವರು ನಮ್ಮ ಲ್ಯಾಬೊರೇಟರಿಯಲ್ಲಿ ಪರೀಕ್ಷಿಸಿಕೊಳ್ಳಿ (1095, 755, 1451, 773)
cinema-times: 10.00, 1.00, 4.00, 7.00 (828, 1156, 891, 1177)
herbal-service-item: ಕೂದಲು ಉದುರುವಿಕೆ ತಡೆಗಟ್ಟಲು ಮತ್ತು ಆರೋಗ್ಯಕರ ಕೂದಲು ಬೆಳೆಯಲು (1095, 856, 1451, 875)
sale-offers-grid (918, 1924, 1316, 2044)
auction-date: ದಿನಾಂಕ: 04.10.2018 (544, 2032, 624, 2041)
tender-dept: ಮುಖ್ಯ ವೈದ್ಯಾಧಿಕಾರಿಗಳ ಕಛೇರಿ, ಸಾರ್ವಜನಿಕ ಆಸ್ಪತ್ರೆ, ತಿ.ನರಸೀಪುರ, ಮೈಸೂರು ಜಿಲ್ಲೆ - 571124 (1158, 1072, 1430, 1081)
issue-date: ಶುಕ್ರವಾರ 5 ಅಕ್ಟೋಬರ್ 2018 (1243, 158, 1458, 181)
sale-venue: ಸಾಮ್ರಾಟ್ ಕಲ್ಯಾಣ ಭವನ (1111, 2072, 1261, 2094)
header-bar (169, 154, 1458, 187)
public-notice-kn-title: ಸಾರ್ವಜನಿಕ ಪ್ರಕಟಣೆ (725, 1588, 905, 1610)
tender-sign: ಸಹಿ/- ಮುಖ್ಯ ವೈದ್ಯಾಧಿಕಾರಿಗಳು, ಸಾರ್ವಜನಿಕ ಆಸ್ಪತ್ರೆ, ತಿ.ನರಸೀಪುರ, ಮೈಸೂರು ಜಿಲ್ಲೆ. (1239, 1269, 1454, 1279)
herbal-ad (1088, 683, 1458, 1055)
registration-dot-cyan (787, 2120, 795, 2128)
obituary-body: ನಮ್ಮ ತಾಯಿಯವರಾದ ಶ್ರೀಮತಿ ಜಯಮ್ಮ ಅವರು ದೈವಾಧೀನರಾಗಿದ್ದು, ಅವರ ಆತ್ಮಕ್ಕೆ ಶಾಂತಿ ಕೋರಿ ಶಿವಗಣಾರಾಧನೆ ಕಾರ್ಯಕ್ರಮವನ್ನು ಏರ್ಪಡಿಸಲಾಗಿದೆ. ತಾವುಗಳು ಆಗಮಿಸಬೇಕಾಗಿ ವಿನಂತಿ. (637, 1401, 715, 1474)
registration-dot-yellow (1435, 2120, 1443, 2128)
sale-saree-item: ಹೆವಿ ವರ್ಕ್ ಫ್ಯಾನ್ಸಿ ಸೀರೆ (1082, 1718, 1258, 1736)
missing-body-2: ಆನ್‌ಲೈನ್ ಗೇಮಿನ ಸಂಪರ್ಕಗಳ ವಿಷಯದಲ್ಲಿ ಮನೆಯವರ ಜೊತೆ ಜಗಳ ಮಾಡಿಕೊಂಡು ಮನೆ ಬಿಟ್ಟು ಹೋಗಿದ್ದ ಎನ್ನಲಾಗಿದೆ. ಪೊಲೀಸರು ದೂರು ದಾಖಲಿಸಿಕೊಂಡು ತನಿಖೆ ನಡೆಸಿದಾಗ ಹೈದರಾಬಾದ್‌ನಲ್ಲಿ ಇರುವುದು ತಿಳಿದುಬಂದಿದೆ. ನಂತರ ಸಂಬಂಧಿಕರ ಸಹಾಯದಿಂದ ಯುವಕನನ್ನು ಕರೆತಂದು ಪೋಷಕರಿಗೆ ಒಪ್ಪಿಸಲಾಗಿದೆ. (353, 1773, 532, 1847)
registration-dot-black (829, 2120, 837, 2128)
health-story-col3: ಈ ಪ್ಯಾಕೇಜ್‌ಗಳಲ್ಲಿ ಎಪಿಎಲ್ ಹೊಂದಿರುವ ರೋಗಿಗಳಿಗೆ ಶೇ.30ರಷ್ಟು ಸರ್ಕಾರ ಭರಿಸಲಿದೆ. ಬಿಪಿಎಲ್ ಕಾರ್ಡ್ ಹೊಂದಿರುವವರಿಗೆ ಸಂಪೂರ್ಣ ಉಚಿತ ಚಿಕಿತ್ಸೆ ದೊರೆಯಲಿದೆ. ಆರೋಗ್ಯ ಕರ್ನಾಟಕ ಕಾರ್ಡ್ ಪಡೆಯಲು ಜಿಲ್ಲಾಸ್ಪತ್ರೆ, ತಾಲೂಕು ಆಸ್ಪತ್ರೆಗಳಲ್ಲಿ ವ್ಯವಸ್ಥೆ ಮಾಡಲಾಗಿದೆ. ಹೆಚ್ಚಿನ ಮಾಹಿತಿಗೆ ಸಹಾಯವಾಣಿ 104 ಅಥವಾ ಟೋಲ್ ಫ್ರೀ 18004258330 ಕರೆ ಮಾಡಿ ಸಂಪರ್ಕಿಸಬಹುದು. (540, 911, 903, 960)
sale-saree-item: ಶಿಫಾನ್ ಸಿಲ್ಕ್ ಸೀರೆ (1082, 1771, 1258, 1789)
herbal-service-item: ವಿಳಂಬವಾದ ಚಿಕಿತ್ಸೆಯ ಭೇಟಿಗಾಗಿ ನರ ದೌರ್ಬಲ್ಯತೆ, ಲೈಂಗಿಕ ಸಮಸ್ಯೆ (1095, 734, 1451, 753)
registration-dot-magenta (1421, 2120, 1430, 2128)
sale-intro-2: ಸಾಮ್ರಾಟ್ ಕಲ್ಯಾಣ ಭವನದಲ್ಲಿ ಇಂದಿನಿಂದ ಮಾರಾಟ (1041, 1612, 1330, 1632)
herbal-service-item: ಗ್ಯಾಸ್ಟ್ರಿಕ್, ಮೂಲವ್ಯಾಧಿ, ಚರ್ಮರೋಗಗಳಿಗೆ ಸೂಕ್ತ ಔಷಧಿ (1095, 816, 1451, 834)
